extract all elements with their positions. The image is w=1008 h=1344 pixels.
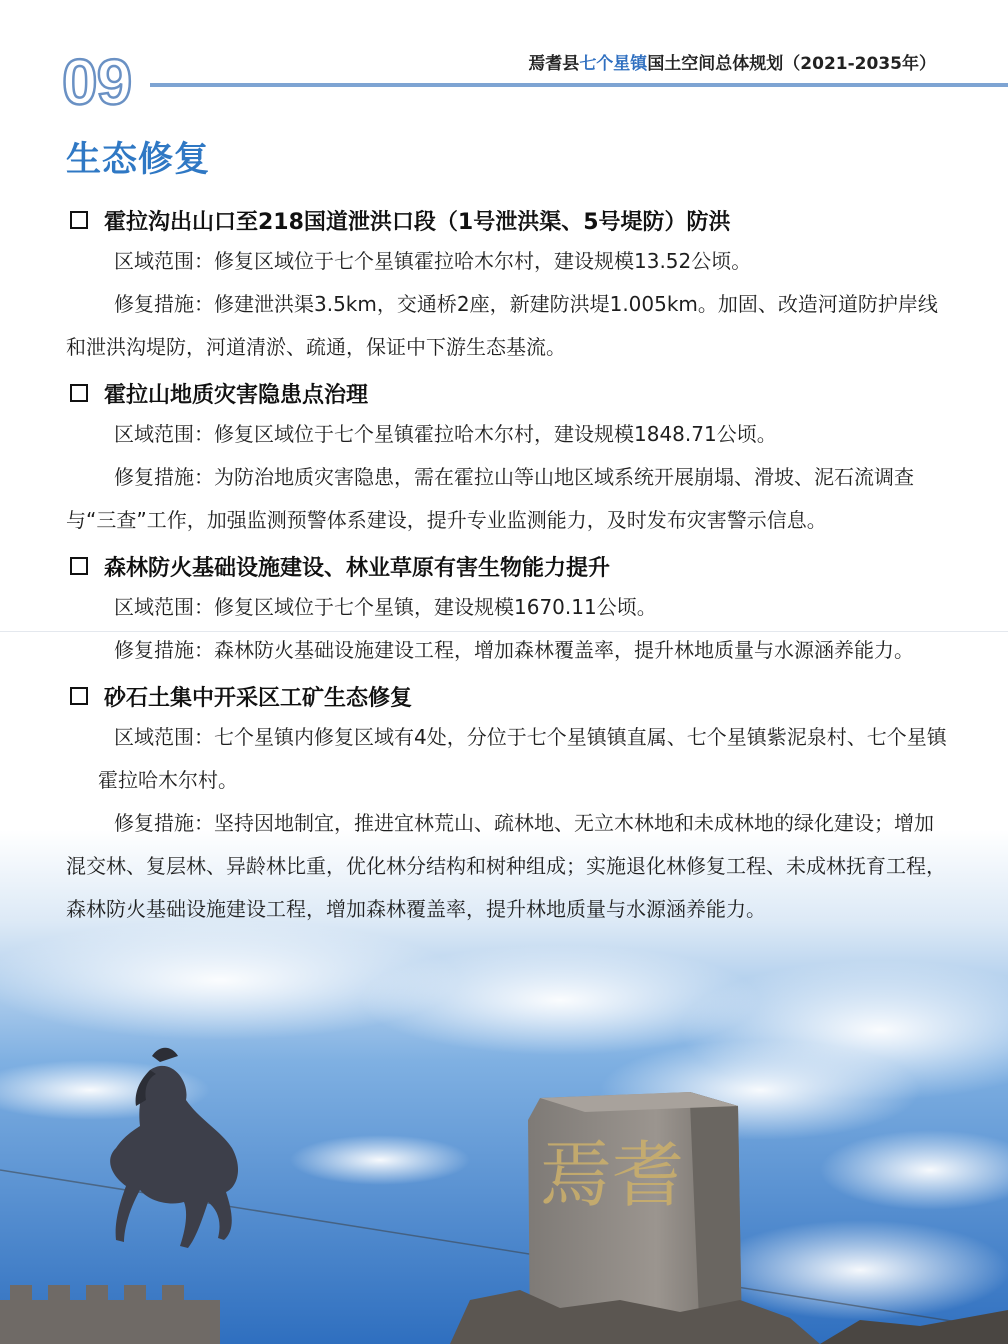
- title-suffix: 国土空间总体规划（2021-2035年）: [647, 54, 936, 74]
- item-measures: 修复措施：修建泄洪渠3.5km，交通桥2座，新建防洪堤1.005km。加固、改造河道防护岸线和泄洪沟堤防，河道清淤、疏通，保证中下游生态基流。: [66, 292, 938, 359]
- item-heading-text: 森林防火基础设施建设、林业草原有害生物能力提升: [104, 555, 611, 581]
- title-prefix: 焉耆县: [528, 54, 580, 74]
- item-scope: 区域范围：修复区域位于七个星镇，建设规模1670.11公顷。: [114, 595, 657, 619]
- checkbox-icon: [70, 687, 88, 705]
- monument-inscription: 焉耆: [539, 1133, 685, 1217]
- item-3: [66, 546, 948, 672]
- item-measures: 修复措施：森林防火基础设施建设工程，增加森林覆盖率，提升林地质量与水源涵养能力。: [114, 638, 914, 662]
- page-number: 09: [62, 46, 132, 118]
- item-measures: 修复措施：坚持因地制宜，推进宜林荒山、疏林地、无立木林地和未成林地的绿化建设；增加混交林、复层林、异龄林比重，优化林分结构和树种组成；实施退化林修复工程、未成林抚育工程，森林防火基础设施建设工程，增加森林覆盖率，提升林地质量与水源涵养能力。: [66, 811, 946, 921]
- item-1: [66, 200, 948, 369]
- header-divider: [150, 83, 1008, 87]
- item-scope: 区域范围：修复区域位于七个星镇霍拉哈木尔村，建设规模1848.71公顷。: [114, 422, 777, 446]
- item-heading-text: 霍拉沟出山口至218国道泄洪口段（1号泄洪渠、5号堤防）防洪: [104, 209, 731, 235]
- checkbox-icon: [70, 384, 88, 402]
- item-scope: 区域范围：修复区域位于七个星镇霍拉哈木尔村，建设规模13.52公顷。: [114, 249, 752, 273]
- item-scope: 区域范围：七个星镇内修复区域有4处，分位于七个星镇镇直属、七个星镇紫泥泉村、七个星镇霍拉哈木尔村。: [98, 725, 947, 792]
- item-heading: [66, 200, 948, 240]
- item-heading: [66, 546, 948, 586]
- document-title: [528, 49, 936, 74]
- item-heading-text: 砂石土集中开采区工矿生态修复: [104, 685, 413, 711]
- item-heading: [66, 676, 948, 716]
- item-heading-text: 霍拉山地质灾害隐患点治理: [104, 382, 369, 408]
- item-2: [66, 373, 948, 542]
- checkbox-icon: [70, 557, 88, 575]
- title-highlight: 七个星镇: [579, 54, 648, 74]
- item-measures: 修复措施：为防治地质灾害隐患，需在霍拉山等山地区域系统开展崩塌、滑坡、泥石流调查与“三查”工作，加强监测预警体系建设，提升专业监测能力，及时发布灾害警示信息。: [66, 465, 914, 532]
- item-4: [66, 676, 948, 931]
- item-heading: [66, 373, 948, 413]
- section-title: 生态修复: [66, 140, 211, 180]
- checkbox-icon: [70, 211, 88, 229]
- content-body: [66, 196, 948, 931]
